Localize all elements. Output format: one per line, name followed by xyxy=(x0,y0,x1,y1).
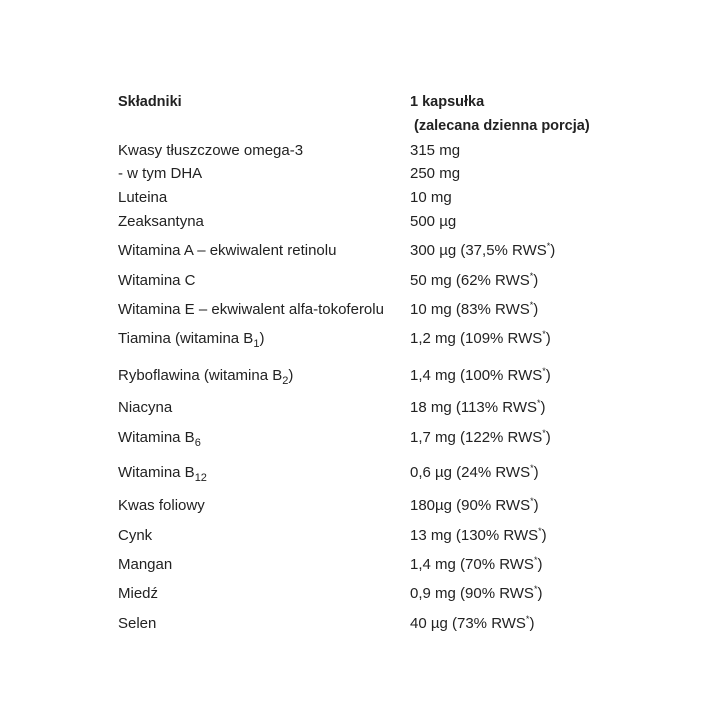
ingredient-amount xyxy=(410,241,555,261)
amount-text: 10 mg xyxy=(410,189,452,206)
ingredient-amount xyxy=(410,141,460,161)
ingredient-amount xyxy=(410,164,460,184)
table-row xyxy=(118,428,618,452)
ingredient-name-text: Witamina A – ekwiwalent retinolu xyxy=(118,242,337,259)
ingredient-name xyxy=(118,141,303,161)
header-serving: 1 kapsułka xyxy=(410,94,485,110)
header-ingredients: Składniki xyxy=(118,94,182,110)
ingredient-name xyxy=(118,300,384,320)
rws-footnote-mark: * xyxy=(529,271,534,281)
ingredient-name xyxy=(118,241,336,261)
ingredient-amount xyxy=(410,555,542,575)
ingredient-amount xyxy=(410,212,456,232)
header-row xyxy=(118,92,618,116)
ingredient-amount xyxy=(410,428,551,448)
table-row xyxy=(118,584,618,608)
amount-close: ) xyxy=(541,527,547,544)
amount-text: 40 µg (73% RWS xyxy=(410,615,526,632)
ingredient-name xyxy=(118,584,158,604)
amount-close: ) xyxy=(540,399,546,416)
ingredient-subscript: 6 xyxy=(194,437,201,449)
rws-footnote-mark: * xyxy=(533,555,538,565)
table-row xyxy=(118,463,618,487)
amount-close: ) xyxy=(545,367,551,384)
ingredient-amount xyxy=(410,398,546,418)
ingredient-name xyxy=(118,398,172,418)
rws-footnote-mark: * xyxy=(525,614,530,624)
rws-footnote-mark: * xyxy=(529,300,534,310)
rws-footnote-mark: * xyxy=(542,366,546,376)
table-row xyxy=(118,329,618,353)
rws-footnote-mark: * xyxy=(530,496,534,506)
table-row xyxy=(118,398,618,422)
ingredient-name xyxy=(118,463,207,483)
table-row xyxy=(118,614,618,638)
ingredient-amount xyxy=(410,300,538,320)
ingredient-name xyxy=(118,271,196,291)
ingredient-name-text: Witamina B xyxy=(118,464,195,481)
amount-text: 0,9 mg (90% RWS xyxy=(410,585,534,602)
table-row xyxy=(118,366,618,390)
table-row xyxy=(118,555,618,579)
amount-text: 1,4 mg (100% RWS xyxy=(410,367,543,384)
ingredient-name-text: Witamina B xyxy=(118,429,195,446)
table-row xyxy=(118,141,618,165)
rws-footnote-mark: * xyxy=(530,463,534,473)
ingredient-amount xyxy=(410,188,452,208)
amount-text: 500 µg xyxy=(410,213,457,230)
rws-footnote-mark: * xyxy=(533,584,538,594)
ingredient-name-end: ) xyxy=(288,367,294,384)
ingredient-name xyxy=(118,428,201,448)
ingredient-name-text: Ryboflawina (witamina B xyxy=(118,367,283,384)
ingredient-name-text: Kwas foliowy xyxy=(118,497,205,514)
ingredient-name xyxy=(118,366,293,386)
amount-text: 1,7 mg (122% RWS xyxy=(410,429,543,446)
ingredient-name-end: ) xyxy=(259,330,265,347)
ingredient-name xyxy=(118,614,156,634)
table-row xyxy=(118,188,618,212)
ingredient-name xyxy=(118,329,264,349)
ingredient-name-text: Witamina C xyxy=(118,272,196,289)
amount-text: 300 µg (37,5% RWS xyxy=(410,242,547,259)
amount-text: 50 mg (62% RWS xyxy=(410,272,530,289)
ingredient-name-text: Tiamina (witamina B xyxy=(118,330,254,347)
ingredient-name xyxy=(118,555,172,575)
ingredient-name-text: Mangan xyxy=(118,556,173,573)
ingredient-name-text: Miedź xyxy=(118,585,159,602)
amount-close: ) xyxy=(533,464,539,481)
ingredient-amount xyxy=(410,271,538,291)
ingredient-name xyxy=(118,188,167,208)
ingredient-name xyxy=(118,212,204,232)
amount-text: 315 mg xyxy=(410,142,461,159)
amount-close: ) xyxy=(545,429,551,446)
ingredient-name-text: Kwasy tłuszczowe omega-3 xyxy=(118,142,304,159)
amount-close: ) xyxy=(537,556,543,573)
ingredient-amount xyxy=(410,366,551,386)
header-subrow xyxy=(118,116,618,140)
rws-footnote-mark: * xyxy=(542,329,546,339)
table-row xyxy=(118,496,618,520)
amount-close: ) xyxy=(533,497,539,514)
ingredient-name xyxy=(118,496,205,516)
ingredient-amount xyxy=(410,526,547,546)
ingredient-amount xyxy=(410,496,539,516)
table-row xyxy=(118,271,618,295)
ingredient-name-text: Witamina E – ekwiwalent alfa-tokoferolu xyxy=(118,301,384,318)
amount-text: 1,2 mg (109% RWS xyxy=(410,330,543,347)
ingredient-name-text: Selen xyxy=(118,615,157,632)
amount-close: ) xyxy=(537,585,543,602)
ingredient-subscript: 2 xyxy=(282,375,289,387)
rws-footnote-mark: * xyxy=(546,241,551,251)
amount-text: 10 mg (83% RWS xyxy=(410,301,530,318)
amount-text: 180µg (90% RWS xyxy=(410,497,531,514)
table-row xyxy=(118,526,618,550)
rws-footnote-mark: * xyxy=(542,428,546,438)
ingredient-name xyxy=(118,526,152,546)
table-row xyxy=(118,300,618,324)
ingredient-amount xyxy=(410,584,542,604)
header-serving-note: (zalecana dzienna porcja) xyxy=(414,118,590,134)
amount-close: ) xyxy=(533,272,539,289)
table-row xyxy=(118,164,618,188)
ingredient-name-text: Niacyna xyxy=(118,399,173,416)
amount-text: 0,6 µg (24% RWS xyxy=(410,464,531,481)
amount-close: ) xyxy=(550,242,556,259)
amount-close: ) xyxy=(545,330,551,347)
ingredient-name xyxy=(118,164,202,184)
rws-footnote-mark: * xyxy=(538,526,542,536)
rws-footnote-mark: * xyxy=(537,398,541,408)
amount-text: 250 mg xyxy=(410,165,461,182)
amount-text: 13 mg (130% RWS xyxy=(410,527,539,544)
amount-close: ) xyxy=(529,615,535,632)
amount-close: ) xyxy=(533,301,539,318)
table-row xyxy=(118,212,618,236)
ingredient-name-text: Luteina xyxy=(118,189,168,206)
ingredient-subscript: 1 xyxy=(253,338,260,350)
ingredient-amount xyxy=(410,614,534,634)
ingredient-amount xyxy=(410,329,551,349)
ingredient-amount xyxy=(410,463,539,483)
ingredient-name-text: Cynk xyxy=(118,527,153,544)
table-row xyxy=(118,241,618,265)
ingredient-name-text: - w tym DHA xyxy=(118,165,203,182)
ingredient-subscript: 12 xyxy=(194,472,207,484)
amount-text: 1,4 mg (70% RWS xyxy=(410,556,534,573)
ingredient-name-text: Zeaksantyna xyxy=(118,213,204,230)
amount-text: 18 mg (113% RWS xyxy=(410,399,537,416)
